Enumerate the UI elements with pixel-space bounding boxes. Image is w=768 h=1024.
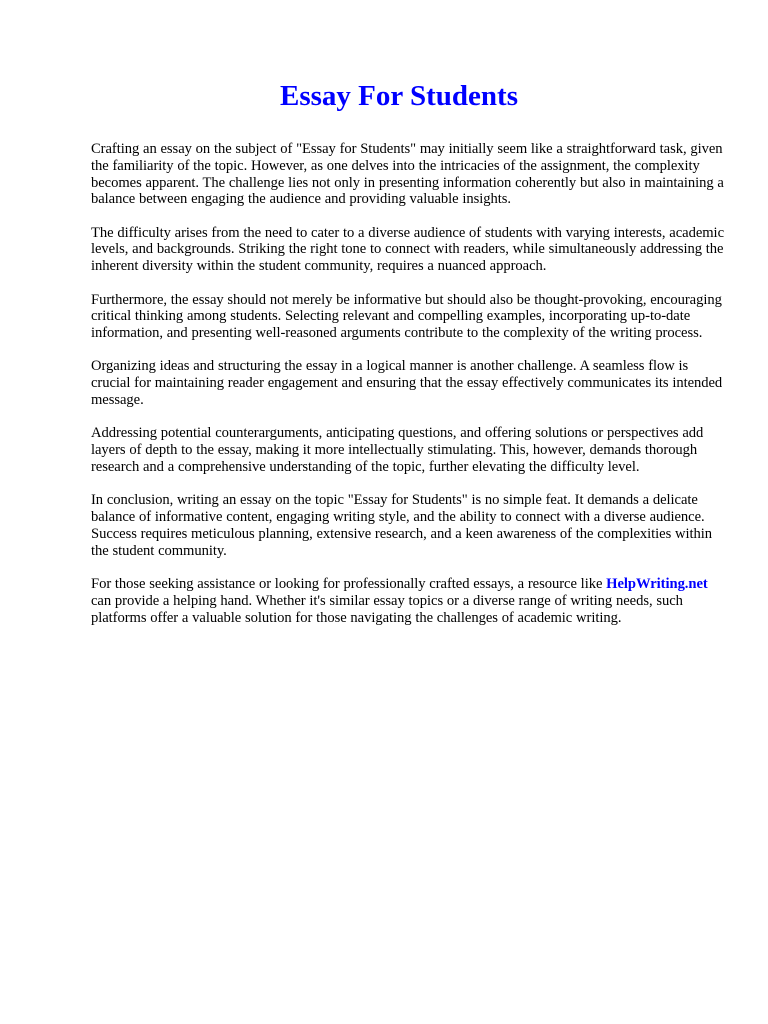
paragraph-closing — [91, 576, 727, 626]
paragraph-conclusion: In conclusion, writing an essay on the topic "Essay for Students" is no simple feat. It demands a delicate balance of informative content, engaging writing style, and the ability to connect with a diverse audience. Success requires meticulous planning, extensive research, and a keen awareness of the complexities within the student community. — [91, 492, 713, 559]
paragraph-audience: The difficulty arises from the need to cater to a diverse audience of students with varying interests, academic levels, and backgrounds. Striking the right tone to connect with readers, while simultaneously addressing the inherent diversity within the student community, requires a nuanced approach. — [91, 224, 724, 275]
document-title: Essay For Students — [280, 80, 518, 112]
paragraph-counterarguments: Addressing potential counterarguments, anticipating questions, and offering solutions or perspectives add layers of depth to the essay, making it more intellectually stimulating. This, however, demands thorough research and a comprehensive understanding of the topic, further elevating the difficulty level. — [91, 425, 704, 475]
document-page — [91, 78, 727, 643]
paragraph-organizing: Organizing ideas and structuring the essay in a logical manner is another challenge. A seamless flow is crucial for maintaining reader engagement and ensuring that the essay effectively communicates its intended message. — [91, 358, 723, 409]
paragraph-thought-provoking: Furthermore, the essay should not merely be informative but should also be thought-provoking, encouraging critical thinking among students. Selecting relevant and compelling examples, incorporating up-to-date information, and presenting well-reasoned arguments contribute to the complexity of the writing process. — [91, 291, 722, 342]
paragraph-intro: Crafting an essay on the subject of "Essay for Students" may initially seem like a straightforward task, given the familiarity of the topic. However, as one delves into the intricacies of the assignment, the complexity becomes apparent. The challenge lies not only in presenting information coherently but also in maintaining a balance between engaging the audience and providing valuable insights. — [91, 141, 724, 208]
helpwriting-link[interactable]: HelpWriting.net — [606, 575, 708, 592]
closing-text-after-link: can provide a helping hand. Whether it's similar essay topics or a diverse range of writing needs, such platforms offer a valuable solution for those navigating the challenges of academic writing. — [91, 592, 683, 626]
closing-text-before-link: For those seeking assistance or looking for professionally crafted essays, a resource like — [91, 575, 607, 592]
